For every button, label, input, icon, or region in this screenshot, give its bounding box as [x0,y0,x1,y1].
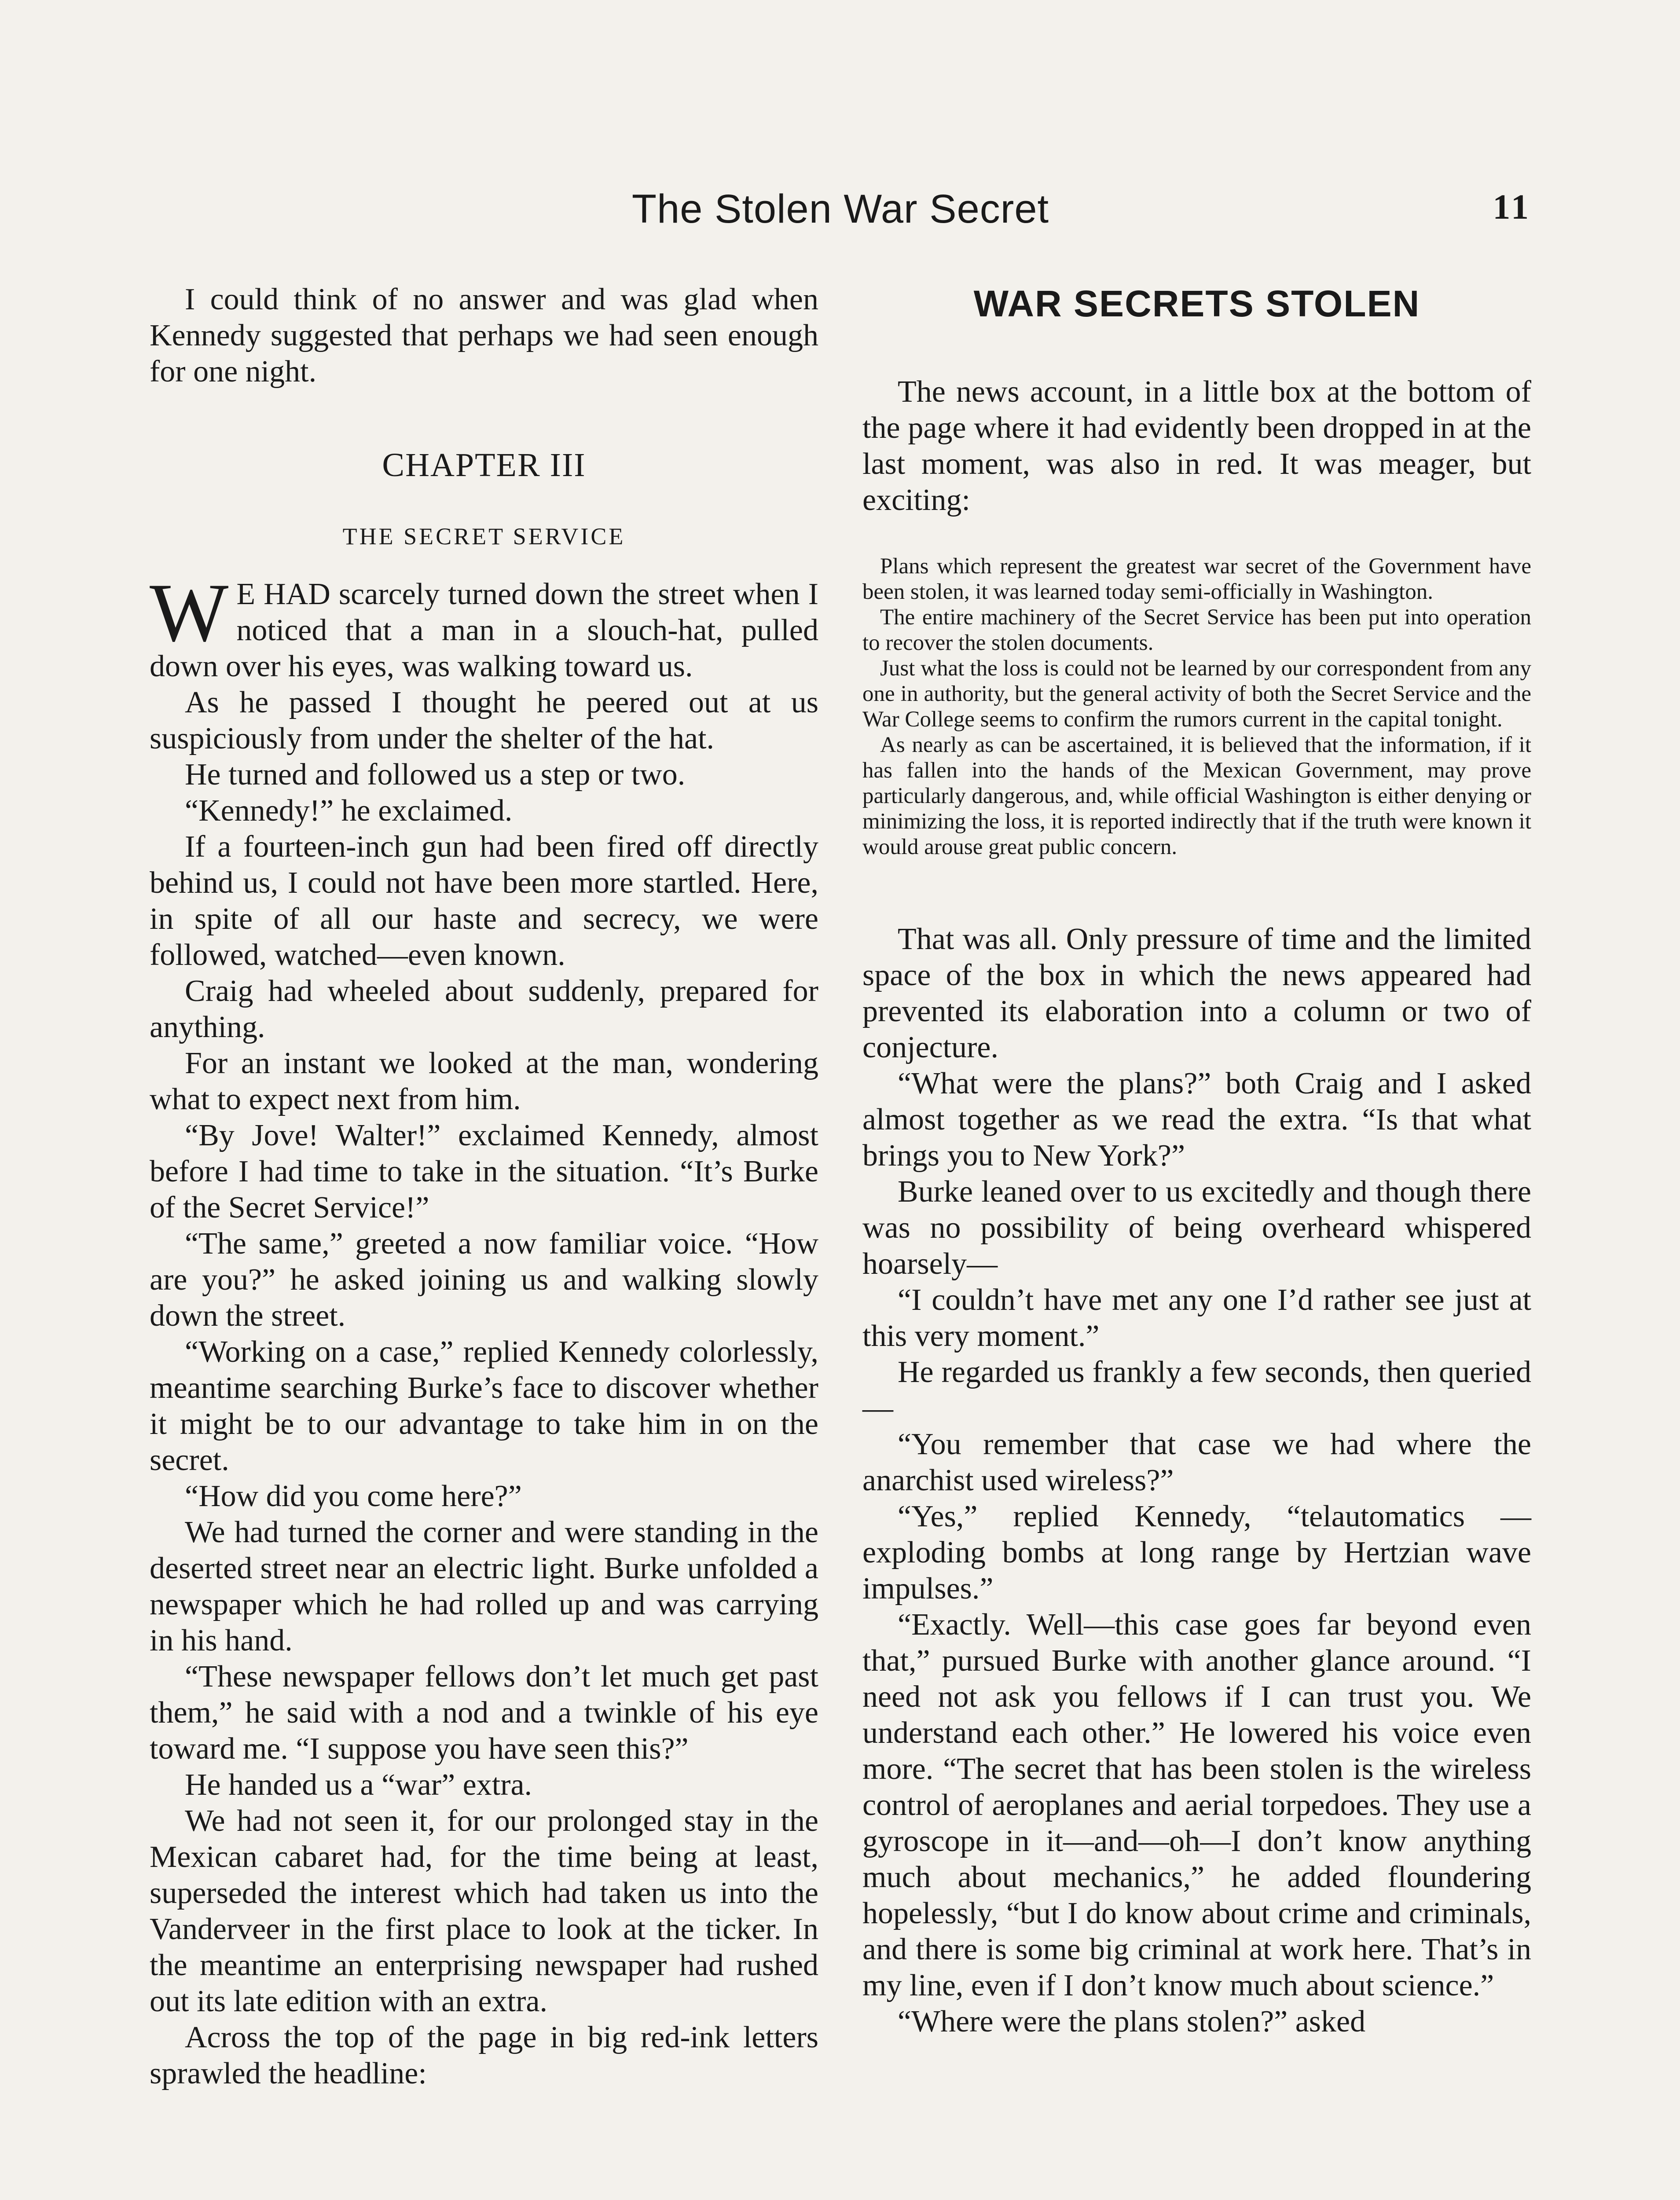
paragraph: I could think of no answer and was glad when Kennedy suggested that perhaps we had seen enough for one night. [150,282,818,389]
paragraph: “Where were the plans stolen?” asked [898,2005,1366,2039]
chapter-subtitle: THE SECRET SERVICE [342,523,626,550]
news-headline: WAR SECRETS STOLEN [973,283,1420,324]
opening-paragraph [150,567,818,685]
drop-cap: W [150,567,229,659]
opening-text: E HAD scarcely turned down the street when I noticed that a man in a slouch-hat, pulled down over his eyes, was walking toward us. [150,577,818,683]
page-header [150,185,1531,246]
paragraph: For an instant we looked at the man, wondering what to expect next from him. [150,1046,818,1116]
paragraph: “These newspaper fellows don’t let much get past them,” he said with a nod and a twinkle of his eye toward me. “I suppose you have seen this?” [150,1660,818,1766]
paragraph: “Kennedy!” he exclaimed. [185,794,513,828]
news-box-paragraph: Just what the loss is could not be learned by our correspondent from any one in authority, but the general activity of both the Secret Service and the War College seems to confirm the rumors current in the capital tonight. [862,656,1531,732]
paragraph: Craig had wheeled about suddenly, prepared for anything. [150,974,818,1044]
paragraph: We had turned the corner and were standing in the deserted street near an electric light. Burke unfolded a newspaper which he had rolled up and was carrying in his hand. [150,1515,818,1657]
page-number: 11 [1493,188,1531,227]
paragraph: “Working on a case,” replied Kennedy colorlessly, meantime searching Burke’s face to discover whether it might be to our advantage to take him in on the secret. [150,1335,818,1477]
paragraph: The news account, in a little box at the bottom of the page where it had evidently been dropped in at the last moment, was also in red. It was meager, but exciting: [862,375,1531,517]
paragraph: “By Jove! Walter!” exclaimed Kennedy, almost before I had time to take in the situation. “It’s Burke of the Secret Service!” [150,1118,818,1225]
paragraph: Across the top of the page in big red-ink letters sprawled the headline: [150,2020,818,2090]
paragraph: He turned and followed us a step or two. [185,758,686,792]
news-box-paragraph: The entire machinery of the Secret Service has been put into operation to recover the stolen documents. [862,605,1531,655]
paragraph: He handed us a “war” extra. [185,1768,532,1802]
left-column [150,282,818,2092]
paragraph: “Exactly. Well—this case goes far beyond even that,” pursued Burke with another glance around. “I need not ask you fellows if I can trust you. We understand each other.” He lowered his voice even more. “The secret that has been stolen is the wireless control of aeroplanes and aerial torpedoes. They use a gyroscope in it—and—oh—I don’t know anything much about mechanics,” he added floundering hopelessly, “but I do know about crime and criminals, and there is some big criminal at work here. That’s in my line, even if I don’t know much about science.” [862,1608,1531,2002]
paragraph: He regarded us frankly a few seconds, then queried— [862,1355,1531,1425]
chapter-heading: CHAPTER III [382,447,586,484]
paragraph: “The same,” greeted a now familiar voice. “How are you?” he asked joining us and walking slowly down the street. [150,1227,818,1333]
paragraph: That was all. Only pressure of time and the limited space of the box in which the news appeared had prevented its elaboration into a column or two of conjecture. [862,922,1531,1064]
paragraph: “You remember that case we had where the anarchist used wireless?” [862,1427,1531,1497]
paragraph: If a fourteen-inch gun had been fired off directly behind us, I could not have been more startled. Here, in spite of all our haste and secrecy, we were followed, watched—even known. [150,830,818,972]
news-box [862,554,1531,860]
news-box-paragraph: Plans which represent the greatest war secret of the Government have been stolen, it was learned today semi-officially in Washington. [862,554,1531,604]
paragraph: “How did you come here?” [185,1479,522,1513]
paragraph: We had not seen it, for our prolonged stay in the Mexican cabaret had, for the time being at least, superseded the interest which had taken us into the Vanderveer in the first place to look at the ticker. In the meantime an enterprising newspaper had rushed out its late edition with an extra. [150,1804,818,2018]
paragraph: As he passed I thought he peered out at us suspiciously from under the shelter of the hat. [150,686,818,755]
page-title: The Stolen War Secret [631,187,1049,231]
paragraph: “Yes,” replied Kennedy, “telautomatics —exploding bombs at long range by Hertzian wave impulses.” [862,1500,1531,1606]
paragraph: Burke leaned over to us excitedly and though there was no possibility of being overheard whispered hoarsely— [862,1175,1531,1281]
paragraph: “I couldn’t have met any one I’d rather see just at this very moment.” [862,1283,1531,1353]
news-box-paragraph: As nearly as can be ascertained, it is believed that the information, if it has fallen into the hands of the Mexican Government, may prove particularly dangerous, and, while official Washington is either denying or minimizing the loss, it is reported indirectly that if the truth were known it would arouse great public concern. [862,733,1531,859]
paragraph: “What were the plans?” both Craig and I asked almost together as we read the extra. “Is that what brings you to New York?” [862,1067,1531,1173]
right-column [862,282,1531,2040]
